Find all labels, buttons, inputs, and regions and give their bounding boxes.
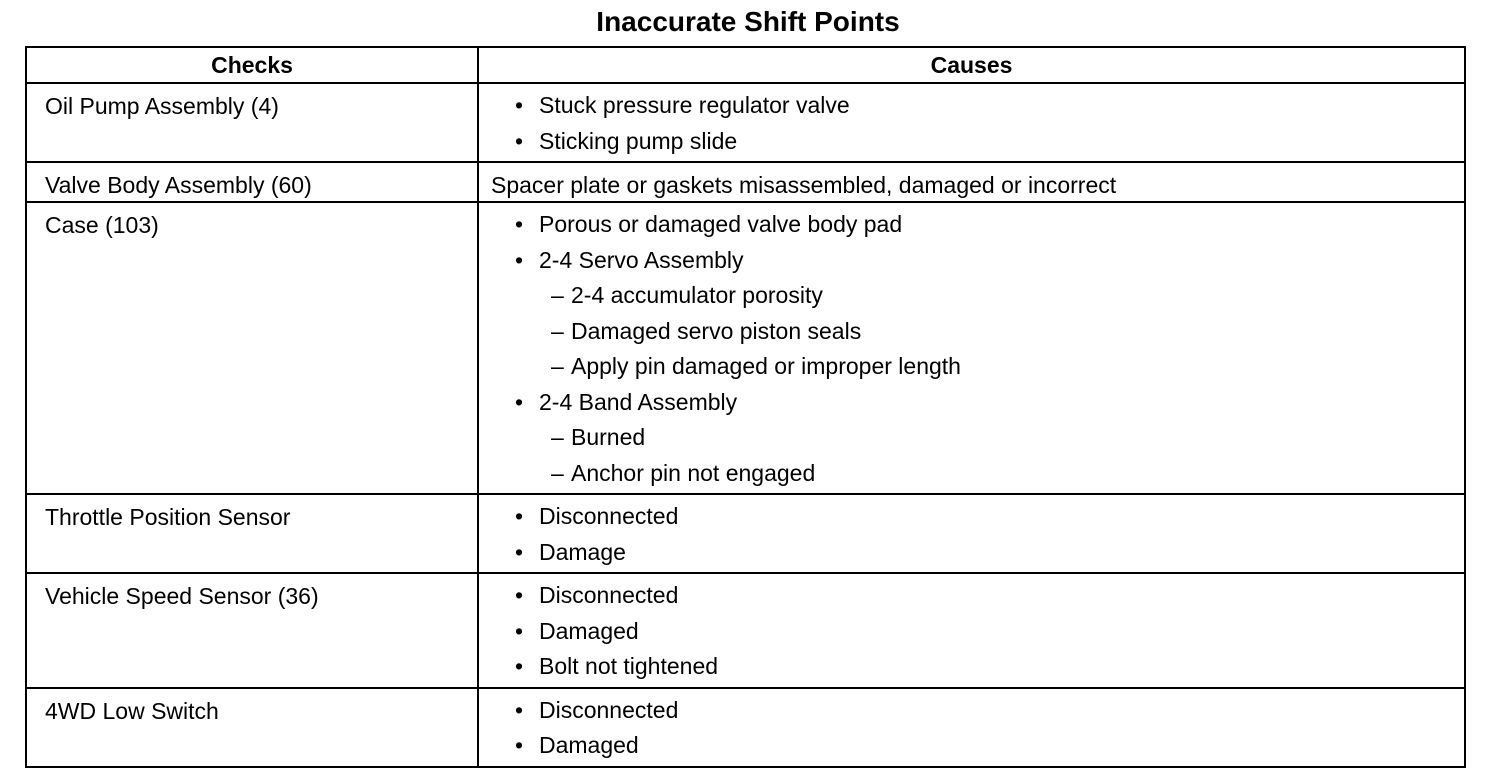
cause-sub-item: – Anchor pin not engaged <box>479 456 1464 492</box>
causes-column-header: Causes <box>478 47 1465 83</box>
check-cell <box>26 573 478 688</box>
causes-list <box>479 689 1464 766</box>
cause-item: • Disconnected <box>479 693 1464 729</box>
cause-sub-item: – 2-4 accumulator porosity <box>479 278 1464 314</box>
table-row <box>26 688 1465 767</box>
table-row <box>26 573 1465 688</box>
check-cell <box>26 202 478 494</box>
check-label: Case (103) <box>45 212 159 238</box>
check-cell <box>26 162 478 202</box>
cause-sub-item: – Damaged servo piston seals <box>479 314 1464 350</box>
table-row <box>26 202 1465 494</box>
table-row <box>26 494 1465 573</box>
check-label: Vehicle Speed Sensor (36) <box>45 583 319 609</box>
check-cell <box>26 494 478 573</box>
causes-cell <box>478 688 1465 767</box>
check-label: Throttle Position Sensor <box>45 504 291 530</box>
cause-item: • Porous or damaged valve body pad <box>479 207 1464 243</box>
cause-sub-item: – Burned <box>479 420 1464 456</box>
causes-list <box>479 203 1464 493</box>
causes-list <box>479 574 1464 687</box>
cause-sub-item: – Apply pin damaged or improper length <box>479 349 1464 385</box>
check-cell <box>26 688 478 767</box>
table-header-row <box>26 47 1465 83</box>
cause-item: • Disconnected <box>479 578 1464 614</box>
causes-list <box>479 84 1464 161</box>
table-row <box>26 83 1465 162</box>
table-body <box>26 83 1465 767</box>
cause-item: • Stuck pressure regulator valve <box>479 88 1464 124</box>
table-row <box>26 162 1465 202</box>
causes-list <box>479 495 1464 572</box>
check-label: Oil Pump Assembly (4) <box>45 93 279 119</box>
cause-item: • Damaged <box>479 614 1464 650</box>
check-cell <box>26 83 478 162</box>
causes-cell <box>478 83 1465 162</box>
causes-cell <box>478 494 1465 573</box>
page-title: Inaccurate Shift Points <box>596 6 900 37</box>
diagnosis-table <box>25 46 1466 768</box>
check-label: 4WD Low Switch <box>45 697 219 724</box>
cause-item: • Damage <box>479 535 1464 571</box>
causes-cell <box>478 573 1465 688</box>
cause-item: • Disconnected <box>479 499 1464 535</box>
cause-item: • 2-4 Servo Assembly <box>479 243 1464 279</box>
check-label: Valve Body Assembly (60) <box>45 172 312 198</box>
causes-cell <box>478 162 1465 202</box>
checks-column-header: Checks <box>26 47 478 83</box>
cause-text: Spacer plate or gaskets misassembled, damaged or incorrect <box>491 172 1117 198</box>
cause-item: • 2-4 Band Assembly <box>479 385 1464 421</box>
causes-cell <box>478 202 1465 494</box>
causes-list <box>479 163 1464 201</box>
cause-item: • Bolt not tightened <box>479 649 1464 685</box>
cause-item: • Sticking pump slide <box>479 124 1464 160</box>
cause-item: • Damaged <box>479 728 1464 764</box>
